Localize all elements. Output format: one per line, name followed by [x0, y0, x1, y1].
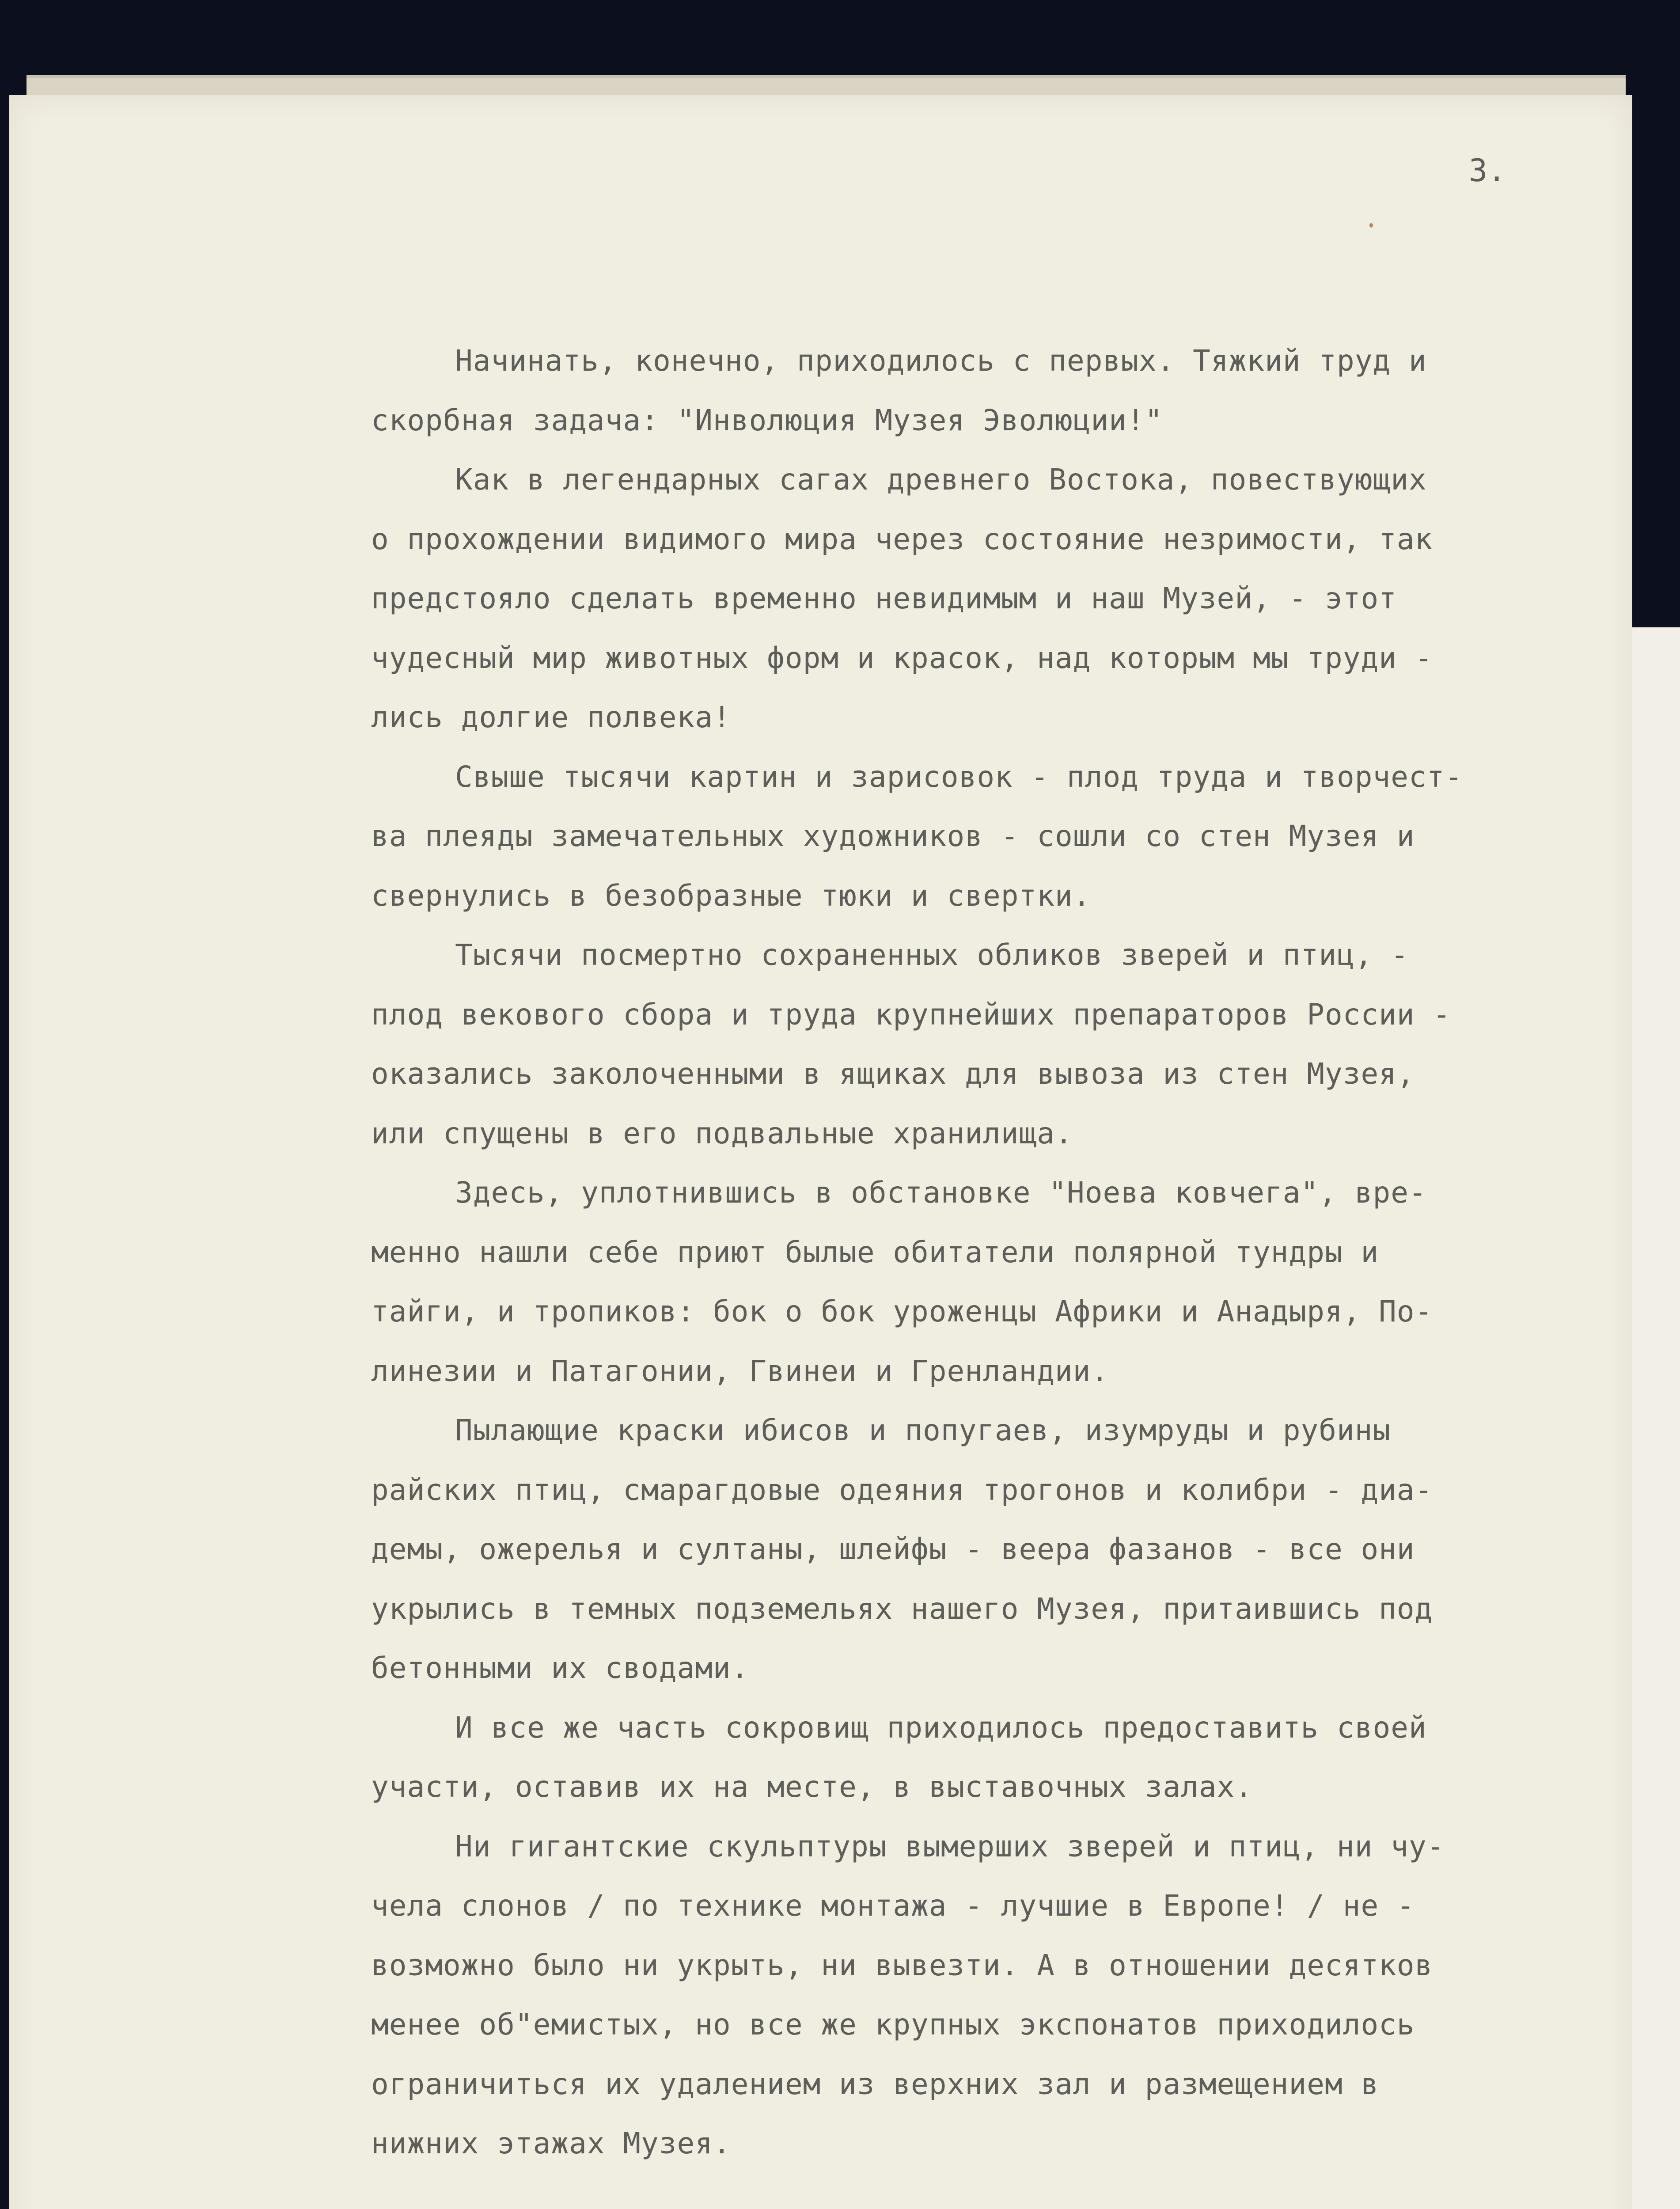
text-line: чела слонов / по технике монтажа - лучшие в Европе! / не - [371, 1889, 1415, 1923]
text-line: Здесь, уплотнившись в обстановке "Ноева ковчега", вре- [455, 1176, 1427, 1210]
text-line: о прохождении видимого мира через состояние незримости, так [371, 522, 1433, 556]
text-line: линезии и Патагонии, Гвинеи и Гренландии. [371, 1354, 1109, 1388]
text-line: укрылись в темных подземельях нашего Музея, притаившись под [371, 1591, 1433, 1626]
text-line: демы, ожерелья и султаны, шлейфы - веера фазанов - все они [371, 1532, 1415, 1566]
text-line: бетонными их сводами. [371, 1651, 749, 1685]
paper-speck [1369, 223, 1373, 228]
text-line: И все же часть сокровищ приходилось предоставить своей [455, 1710, 1427, 1745]
text-line: райских птиц, смарагдовые одеяния трогонов и колибри - диа- [371, 1473, 1433, 1507]
page-number: 3. [1469, 152, 1506, 189]
text-line: Свыше тысячи картин и зарисовок - плод труда и творчест- [455, 759, 1463, 794]
text-line: Ни гигантские скульптуры вымерших зверей и птиц, ни чу- [455, 1829, 1445, 1864]
text-line: скорбная задача: "Инволюция Музея Эволюции!" [371, 403, 1163, 437]
text-line: тайги, и тропиков: бок о бок уроженцы Африки и Анадыря, По- [371, 1294, 1433, 1328]
text-line: Как в легендарных сагах древнего Востока, повествующих [455, 463, 1427, 497]
text-line: менно нашли себе приют былые обитатели полярной тундры и [371, 1235, 1379, 1269]
text-line: чудесный мир животных форм и красок, над которым мы труди - [371, 641, 1433, 675]
text-line: нижних этажах Музея. [371, 2126, 731, 2160]
text-line: ограничиться их удалением из верхних зал и размещением в [371, 2067, 1379, 2101]
text-line: Начинать, конечно, приходилось с первых. Тяжкий труд и [455, 344, 1427, 378]
text-line: оказались заколоченными в ящиках для вывоза из стен Музея, [371, 1057, 1415, 1091]
typed-text-body [371, 331, 1542, 2174]
text-line: возможно было ни укрыть, ни вывезти. А в отношении десятков [371, 1948, 1433, 1982]
text-line: лись долгие полвека! [371, 700, 731, 734]
text-line: свернулись в безобразные тюки и свертки. [371, 878, 1091, 913]
text-line: или спущены в его подвальные хранилища. [371, 1116, 1073, 1150]
text-line: Тысячи посмертно сохраненных обликов зверей и птиц, - [455, 938, 1409, 972]
text-line: Пылающие краски ибисов и попугаев, изумруды и рубины [455, 1413, 1391, 1447]
text-line: плод векового сбора и труда крупнейших препараторов России - [371, 997, 1451, 1032]
text-line: ва плеяды замечательных художников - сошли со стен Музея и [371, 819, 1415, 853]
text-line: предстояло сделать временно невидимым и наш Музей, - этот [371, 581, 1397, 615]
text-line: менее об"емистых, но все же крупных экспонатов приходилось [371, 2008, 1415, 2042]
text-line: участи, оставив их на месте, в выставочных залах. [371, 1770, 1253, 1804]
